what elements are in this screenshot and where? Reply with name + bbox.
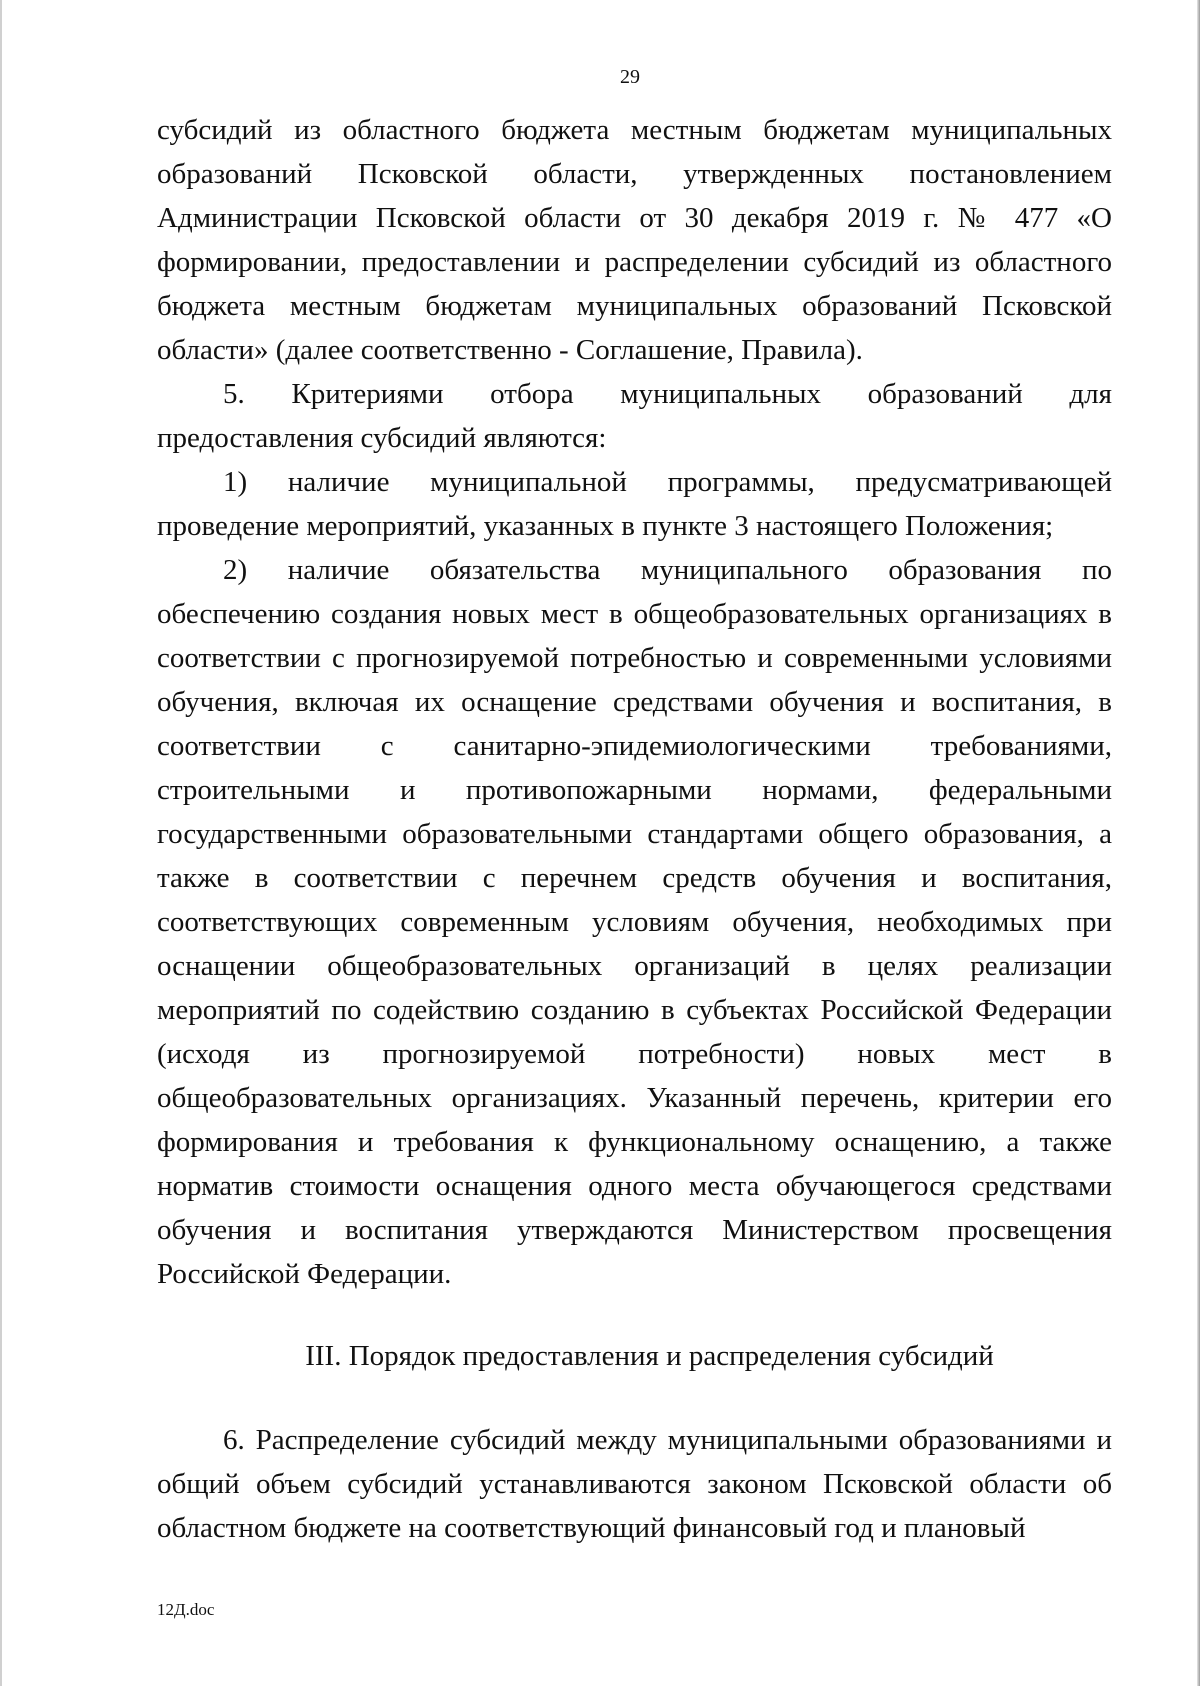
paragraph-item-5: 5. Критериями отбора муниципальных образований для предоставления субсидий являются: [157,378,1112,454]
footer-filename: 12Д.doc [157,1600,215,1619]
document-body [157,108,1112,1550]
section-heading: III. Порядок предоставления и распределения субсидий [305,1340,994,1372]
paragraph-item-6: 6. Распределение субсидий между муниципальными образованиями и общий объем субсидий устанавливаются законом Псковской области об областном бюджете на соответствующий финансовый год и плановый [157,1424,1112,1544]
paragraph-continuation: субсидий из областного бюджета местным бюджетам муниципальных образований Псковской области, утвержденных постановлением Администрации Псковской области от 30 декабря 2019 г. № 477 «О формировании, предоставлении и распределении субсидий из областного бюджета местным бюджетам муниципальных образований Псковской области» (далее соответственно - Соглашение, Правила). [157,114,1112,366]
paragraph-item-5-2: 2) наличие обязательства муниципального образования по обеспечению создания новых мест в общеобразовательных организациях в соответствии с прогнозируемой потребностью и современными условиями обучения, включая их оснащение средствами обучения и воспитания, в соответствии с санитарно-эпидемиологическими требованиями, строительными и противопожарными нормами, федеральными государственными образовательными стандартами общего образования, а также в соответствии с перечнем средств обучения и воспитания, соответствующих современным условиям обучения, необходимых при оснащении общеобразовательных организаций в целях реализации мероприятий по содействию созданию в субъектах Российской Федерации (исходя из прогнозируемой потребности) новых мест в общеобразовательных организациях. Указанный перечень, критерии его формирования и требования к функциональному оснащению, а также норматив стоимости оснащения одного места обучающегося средствами обучения и воспитания утверждаются Министерством просвещения Российской Федерации. [157,554,1112,1290]
paragraph-item-5-1: 1) наличие муниципальной программы, предусматривающей проведение мероприятий, указанных в пункте 3 настоящего Положения; [157,466,1112,542]
scan-edge-left [0,0,2,1686]
page-number: 29 [620,66,640,88]
